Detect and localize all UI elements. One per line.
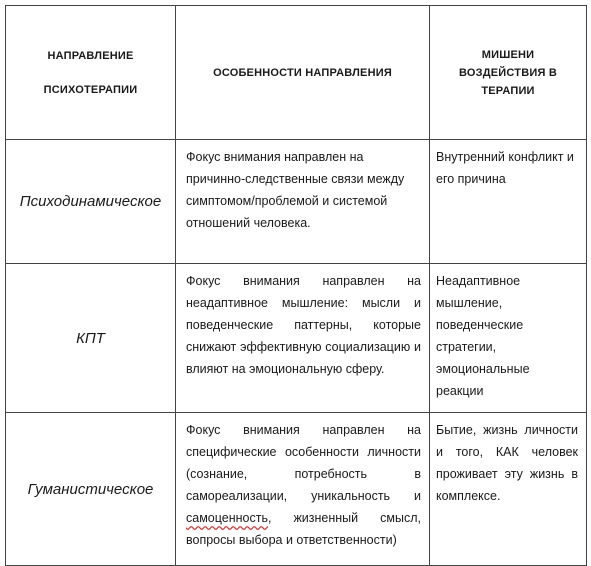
row-targets: Бытие, жизнь личности и того, КАК человек проживает эту жизнь в комплексе. — [430, 413, 587, 566]
row-direction: Психодинамическое — [6, 140, 176, 264]
header-features — [176, 6, 430, 140]
row-targets: Неадаптивное мышление, поведенческие стратегии, эмоциональные реакции — [430, 264, 587, 413]
header-row — [6, 6, 587, 140]
table-row — [6, 264, 587, 413]
row-direction: Гуманистическое — [6, 413, 176, 566]
features-text-after: , жизненный смысл, вопросы выбора и ответственности) — [186, 511, 421, 547]
row-targets: Внутренний конфликт и его причина — [430, 140, 587, 264]
row-direction: КПТ — [6, 264, 176, 413]
row-features: Фокус внимания направлен на неадаптивное мышление: мысли и поведенческие паттерны, которые снижают эффективную социализацию и влияют на эмоциональную сферу. — [176, 264, 430, 413]
spellcheck-marked-word: самоценность — [186, 511, 268, 525]
table-row — [6, 140, 587, 264]
header-direction — [6, 6, 176, 140]
row-features: Фокус внимания направлен на причинно-следственные связи между симптомом/проблемой и системой отношений человека. — [176, 140, 430, 264]
row-features — [176, 413, 430, 566]
header-direction-line2: ПСИХОТЕРАПИИ — [43, 83, 138, 96]
header-targets-line2: ВОЗДЕЙСТВИЯ В — [459, 66, 557, 79]
header-features-label: ОСОБЕННОСТИ НАПРАВЛЕНИЯ — [213, 66, 392, 79]
header-targets — [430, 6, 587, 140]
header-targets-line3: ТЕРАПИИ — [481, 84, 535, 97]
header-direction-line1: НАПРАВЛЕНИЕ — [47, 49, 134, 62]
table-row — [6, 413, 587, 566]
header-targets-line1: МИШЕНИ — [481, 48, 535, 61]
features-text-before: Фокус внимания направлен на специфические особенности личности (сознание, потребность в самореализации, уникальность и — [186, 423, 421, 503]
psychotherapy-table — [5, 5, 587, 566]
